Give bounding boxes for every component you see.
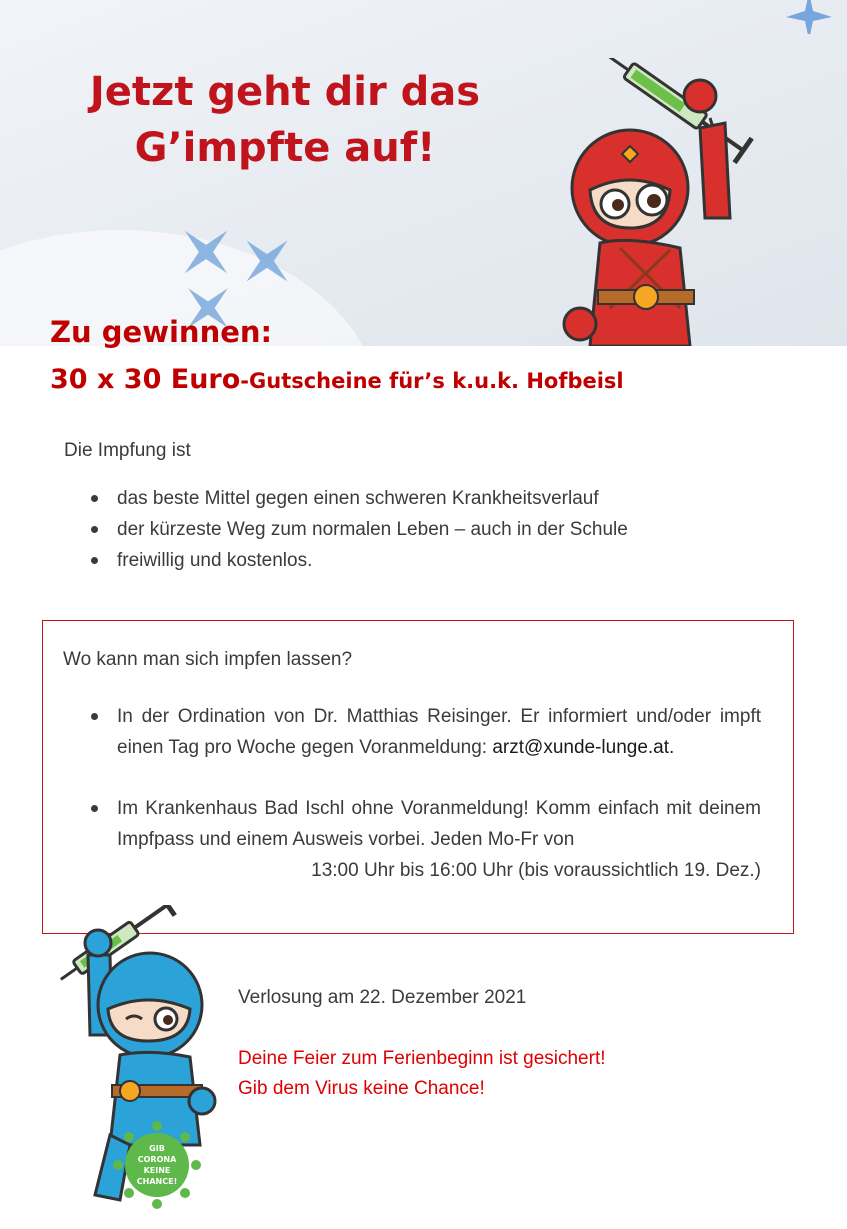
headline xyxy=(20,64,550,176)
location-2-hours: 13:00 Uhr bis 16:00 Uhr (bis voraussichtlich 19. Dez.) xyxy=(311,860,761,881)
location-2-text: Im Krankenhaus Bad Ischl ohne Voranmeldung! Komm einfach mit deinem Impfpass und einem Ausweis vorbei. Jeden Mo-Fr von xyxy=(117,798,761,850)
sparkle-icon xyxy=(176,222,236,282)
badge-line-4: CHANCE! xyxy=(136,1177,178,1186)
badge-line-1: GIB xyxy=(149,1144,165,1153)
prize-line xyxy=(50,364,624,395)
draw-date: Verlosung am 22. Dezember 2021 xyxy=(238,987,527,1008)
badge-line-3: KEINE xyxy=(143,1166,171,1175)
list-item: der kürzeste Weg zum normalen Leben – auch in der Schule xyxy=(63,514,783,545)
location-1-text: In der Ordination von Dr. Matthias Reisinger. Er informiert und/oder impft einen Tag pro Woche gegen Voranmeldung: xyxy=(117,706,761,758)
vaccine-intro: Die Impfung ist xyxy=(64,440,191,461)
sparkle-icon xyxy=(784,0,834,34)
vaccination-locations-box xyxy=(42,620,794,934)
hero-banner xyxy=(0,0,847,346)
headline-line-1: Jetzt geht dir das xyxy=(89,69,481,115)
vaccine-benefits-list xyxy=(63,483,783,576)
prize-title xyxy=(50,312,272,352)
party-line-2: Gib dem Virus keine Chance! xyxy=(238,1078,485,1099)
locations-question: Wo kann man sich impfen lassen? xyxy=(63,649,353,670)
list-item xyxy=(63,793,761,886)
party-line-1: Deine Feier zum Ferienbeginn ist gesichert! xyxy=(238,1048,606,1069)
badge-line-2: CORONA xyxy=(137,1155,177,1164)
prize-description: -Gutscheine für’s k.u.k. Hofbeisl xyxy=(240,369,624,393)
list-item xyxy=(63,701,761,763)
list-item: das beste Mittel gegen einen schweren Krankheitsverlauf xyxy=(63,483,783,514)
sparkle-icon xyxy=(238,232,296,290)
red-ninja-illustration xyxy=(560,58,790,346)
prize-amount: 30 x 30 Euro xyxy=(50,364,241,395)
party-message xyxy=(238,1044,606,1104)
corona-badge-icon xyxy=(112,1120,202,1210)
headline-line-2: G’impfte auf! xyxy=(134,125,436,171)
locations-list xyxy=(63,701,761,886)
prize-title-text: Zu gewinnen: xyxy=(50,315,273,349)
list-item: freiwillig und kostenlos. xyxy=(63,545,783,576)
doctor-email: arzt@xunde-lunge.at. xyxy=(492,737,675,758)
